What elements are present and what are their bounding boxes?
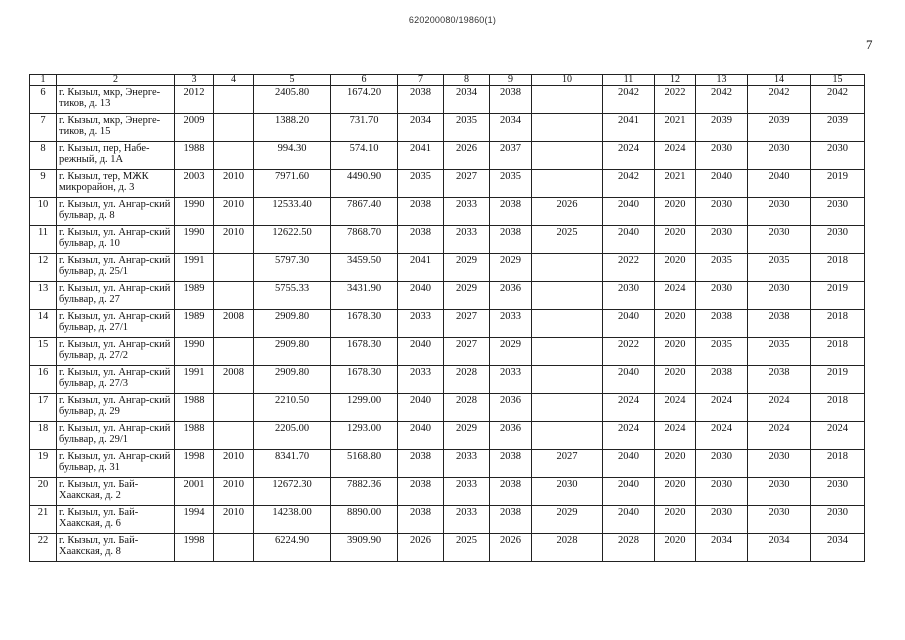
table-cell: 2037: [490, 142, 532, 170]
table-row: [30, 86, 865, 114]
table-cell: 2027: [532, 450, 603, 478]
table-cell: 2010: [214, 450, 254, 478]
table-row: [30, 478, 865, 506]
table-cell: 2040: [696, 170, 748, 198]
table-cell: 2035: [490, 170, 532, 198]
table-cell: 2030: [603, 282, 655, 310]
document-id: 620200080/19860(1): [408, 15, 497, 25]
table-cell: 2024: [603, 394, 655, 422]
table-row: [30, 394, 865, 422]
row-number-cell: 9: [30, 170, 57, 198]
table-cell: 2035: [748, 338, 811, 366]
address-cell: г. Кызыл, ул. Ангар-ский бульвар, д. 10: [57, 226, 175, 254]
table-cell: 2024: [748, 394, 811, 422]
table-cell: 2001: [175, 478, 214, 506]
table-cell: [214, 254, 254, 282]
table-cell: 1990: [175, 226, 214, 254]
table-cell: 2038: [398, 478, 444, 506]
table-cell: 1991: [175, 366, 214, 394]
table-cell: [214, 422, 254, 450]
table-row: [30, 254, 865, 282]
address-cell: г. Кызыл, ул. Ангар-ский бульвар, д. 27/1: [57, 310, 175, 338]
column-number-8: 8: [444, 75, 490, 86]
table-cell: 6224.90: [254, 534, 331, 562]
table-cell: [532, 394, 603, 422]
table-cell: 2030: [696, 198, 748, 226]
column-number-7: 7: [398, 75, 444, 86]
table-body: [30, 75, 865, 562]
table-cell: 2024: [811, 422, 865, 450]
table-cell: [214, 282, 254, 310]
address-cell: г. Кызыл, ул. Бай-Хаакская, д. 2: [57, 478, 175, 506]
table-cell: 2018: [811, 338, 865, 366]
table-cell: 2024: [655, 142, 696, 170]
table-cell: 1989: [175, 310, 214, 338]
table-cell: 2038: [748, 366, 811, 394]
row-number-cell: 17: [30, 394, 57, 422]
column-number-5: 5: [254, 75, 331, 86]
table-row: [30, 282, 865, 310]
table-cell: 2038: [398, 450, 444, 478]
table-cell: 2042: [748, 86, 811, 114]
column-number-13: 13: [696, 75, 748, 86]
table-cell: 2040: [603, 226, 655, 254]
table-cell: 2029: [490, 254, 532, 282]
table-cell: [214, 114, 254, 142]
table-row: [30, 506, 865, 534]
column-number-6: 6: [331, 75, 398, 86]
table-cell: 2034: [398, 114, 444, 142]
table-cell: 2010: [214, 478, 254, 506]
table-cell: 2040: [398, 282, 444, 310]
table-cell: [532, 338, 603, 366]
table-cell: 2024: [696, 394, 748, 422]
table-cell: 1293.00: [331, 422, 398, 450]
table-cell: 1299.00: [331, 394, 398, 422]
table-cell: 2020: [655, 534, 696, 562]
table-cell: 2030: [811, 198, 865, 226]
table-cell: 2038: [696, 310, 748, 338]
table-cell: 2909.80: [254, 338, 331, 366]
table-cell: 2030: [748, 506, 811, 534]
table-cell: 2042: [811, 86, 865, 114]
table-cell: 2036: [490, 394, 532, 422]
table-cell: 1988: [175, 394, 214, 422]
table-cell: [214, 394, 254, 422]
table-cell: 2026: [490, 534, 532, 562]
address-cell: г. Кызыл, пер, Набе-режный, д. 1А: [57, 142, 175, 170]
table-cell: 2020: [655, 450, 696, 478]
table-cell: 2018: [811, 450, 865, 478]
table-row: [30, 422, 865, 450]
table-cell: 2018: [811, 394, 865, 422]
table-cell: 2038: [490, 86, 532, 114]
table-cell: 2030: [811, 506, 865, 534]
table-cell: 2038: [490, 198, 532, 226]
table-cell: 2010: [214, 170, 254, 198]
row-number-cell: 21: [30, 506, 57, 534]
table-cell: 2020: [655, 226, 696, 254]
table-row: [30, 142, 865, 170]
table-cell: 7971.60: [254, 170, 331, 198]
table-cell: [214, 338, 254, 366]
table-cell: 2042: [603, 86, 655, 114]
table-cell: 2034: [490, 114, 532, 142]
table-cell: 2038: [490, 226, 532, 254]
table-cell: 2029: [444, 254, 490, 282]
housing-register-table: [29, 74, 865, 562]
table-cell: 2030: [748, 450, 811, 478]
address-cell: г. Кызыл, мкр, Энерге-тиков, д. 13: [57, 86, 175, 114]
address-cell: г. Кызыл, ул. Ангар-ский бульвар, д. 27/2: [57, 338, 175, 366]
table-cell: 2010: [214, 506, 254, 534]
table-cell: [532, 366, 603, 394]
table-cell: [532, 282, 603, 310]
table-cell: 2020: [655, 254, 696, 282]
table-cell: 574.10: [331, 142, 398, 170]
table-cell: [532, 422, 603, 450]
row-number-cell: 16: [30, 366, 57, 394]
table-cell: 1674.20: [331, 86, 398, 114]
table-cell: 2029: [490, 338, 532, 366]
table-cell: 731.70: [331, 114, 398, 142]
table-cell: 2025: [532, 226, 603, 254]
table-cell: 2033: [398, 310, 444, 338]
table-cell: 2041: [603, 114, 655, 142]
row-number-cell: 8: [30, 142, 57, 170]
table-cell: 2030: [696, 142, 748, 170]
table-cell: 2010: [214, 226, 254, 254]
row-number-cell: 11: [30, 226, 57, 254]
table-cell: 2029: [444, 422, 490, 450]
table-cell: 5168.80: [331, 450, 398, 478]
table-cell: 1678.30: [331, 338, 398, 366]
table-cell: 2008: [214, 310, 254, 338]
row-number-cell: 19: [30, 450, 57, 478]
table-cell: 1388.20: [254, 114, 331, 142]
address-cell: г. Кызыл, ул. Ангар-ский бульвар, д. 27/3: [57, 366, 175, 394]
table-row: [30, 198, 865, 226]
table-cell: 2024: [655, 422, 696, 450]
table-cell: 2033: [444, 226, 490, 254]
table-cell: 2020: [655, 366, 696, 394]
table-cell: 2024: [655, 394, 696, 422]
table-cell: 1988: [175, 422, 214, 450]
table-cell: 1998: [175, 534, 214, 562]
table-cell: 2040: [603, 478, 655, 506]
table-cell: 2038: [696, 366, 748, 394]
row-number-cell: 10: [30, 198, 57, 226]
table-cell: 2022: [603, 254, 655, 282]
table-cell: 2020: [655, 478, 696, 506]
table-cell: 2009: [175, 114, 214, 142]
table-cell: 2035: [696, 338, 748, 366]
table-cell: 2022: [603, 338, 655, 366]
table-cell: 2039: [696, 114, 748, 142]
table-row: [30, 114, 865, 142]
column-number-9: 9: [490, 75, 532, 86]
table-cell: 2034: [444, 86, 490, 114]
table-cell: 2026: [532, 198, 603, 226]
row-number-cell: 15: [30, 338, 57, 366]
table-cell: 2405.80: [254, 86, 331, 114]
table-cell: 2033: [444, 506, 490, 534]
table-cell: 2030: [696, 450, 748, 478]
table-cell: 2027: [444, 338, 490, 366]
table-row: [30, 226, 865, 254]
table-cell: 2038: [748, 310, 811, 338]
table-cell: 2030: [696, 478, 748, 506]
column-number-1: 1: [30, 75, 57, 86]
table-cell: 2020: [655, 310, 696, 338]
address-cell: г. Кызыл, ул. Бай-Хаакская, д. 6: [57, 506, 175, 534]
table-cell: 2026: [398, 534, 444, 562]
row-number-cell: 7: [30, 114, 57, 142]
table-cell: 2038: [490, 450, 532, 478]
table-cell: 2030: [748, 478, 811, 506]
table-cell: 2027: [444, 170, 490, 198]
table-cell: 1678.30: [331, 366, 398, 394]
row-number-cell: 18: [30, 422, 57, 450]
table-cell: 2030: [748, 198, 811, 226]
table-cell: 2028: [444, 394, 490, 422]
table-cell: 2036: [490, 282, 532, 310]
table-cell: [532, 142, 603, 170]
table-cell: 2030: [748, 142, 811, 170]
table-cell: 2024: [696, 422, 748, 450]
table-cell: 2030: [696, 226, 748, 254]
table-cell: 1991: [175, 254, 214, 282]
table-cell: 2040: [748, 170, 811, 198]
table-cell: 2909.80: [254, 366, 331, 394]
table-cell: 2042: [603, 170, 655, 198]
table-cell: 2041: [398, 254, 444, 282]
table-cell: [214, 534, 254, 562]
table-cell: [532, 254, 603, 282]
table-cell: 2034: [696, 534, 748, 562]
column-number-10: 10: [532, 75, 603, 86]
column-number-3: 3: [175, 75, 214, 86]
table-cell: 2040: [398, 338, 444, 366]
column-number-row: [30, 75, 865, 86]
table-cell: 5797.30: [254, 254, 331, 282]
table-cell: 2020: [655, 198, 696, 226]
table-cell: 2036: [490, 422, 532, 450]
table-cell: 1990: [175, 198, 214, 226]
table-cell: 994.30: [254, 142, 331, 170]
table-cell: 2034: [811, 534, 865, 562]
table-cell: 2030: [532, 478, 603, 506]
table-cell: 2024: [603, 422, 655, 450]
table-cell: 1990: [175, 338, 214, 366]
table-cell: 2033: [444, 198, 490, 226]
table-cell: 1988: [175, 142, 214, 170]
table-cell: 2210.50: [254, 394, 331, 422]
table-cell: 2038: [398, 198, 444, 226]
table-cell: [532, 86, 603, 114]
table-cell: 2012: [175, 86, 214, 114]
table-cell: 2040: [603, 198, 655, 226]
row-number-cell: 13: [30, 282, 57, 310]
table-cell: 2019: [811, 366, 865, 394]
table-cell: 2008: [214, 366, 254, 394]
address-cell: г. Кызыл, ул. Бай-Хаакская, д. 8: [57, 534, 175, 562]
table-cell: [532, 310, 603, 338]
table-row: [30, 170, 865, 198]
table-cell: 2038: [398, 226, 444, 254]
table-cell: [532, 170, 603, 198]
address-cell: г. Кызыл, тер, МЖК микрорайон, д. 3: [57, 170, 175, 198]
column-number-12: 12: [655, 75, 696, 86]
table-cell: 2033: [490, 310, 532, 338]
row-number-cell: 12: [30, 254, 57, 282]
table-cell: 2026: [444, 142, 490, 170]
table-cell: 2035: [444, 114, 490, 142]
table-cell: 2205.00: [254, 422, 331, 450]
table-cell: [214, 86, 254, 114]
column-number-11: 11: [603, 75, 655, 86]
table-cell: 2028: [532, 534, 603, 562]
table-row: [30, 338, 865, 366]
table-cell: 2909.80: [254, 310, 331, 338]
table-cell: 2030: [811, 226, 865, 254]
table-cell: 2021: [655, 114, 696, 142]
row-number-cell: 14: [30, 310, 57, 338]
table-cell: 2038: [398, 86, 444, 114]
table-cell: 2030: [811, 478, 865, 506]
table-row: [30, 534, 865, 562]
table-cell: 2019: [811, 170, 865, 198]
table-cell: 2038: [490, 478, 532, 506]
table-cell: 2030: [696, 282, 748, 310]
table-cell: 2022: [655, 86, 696, 114]
table-cell: 2029: [444, 282, 490, 310]
table-cell: 3431.90: [331, 282, 398, 310]
table-cell: 12533.40: [254, 198, 331, 226]
table-cell: 2028: [444, 366, 490, 394]
table-cell: 5755.33: [254, 282, 331, 310]
table-cell: 1678.30: [331, 310, 398, 338]
table-cell: 2040: [603, 506, 655, 534]
table-cell: 4490.90: [331, 170, 398, 198]
table-cell: 2019: [811, 282, 865, 310]
table-cell: 2030: [811, 142, 865, 170]
table-cell: 2040: [603, 366, 655, 394]
column-number-14: 14: [748, 75, 811, 86]
table-cell: 8341.70: [254, 450, 331, 478]
table-cell: 2033: [398, 366, 444, 394]
table-cell: 1989: [175, 282, 214, 310]
table-cell: 2024: [748, 422, 811, 450]
table-cell: 7868.70: [331, 226, 398, 254]
table-cell: 2033: [444, 450, 490, 478]
table-cell: 2040: [398, 422, 444, 450]
table-cell: 2025: [444, 534, 490, 562]
table-cell: 3459.50: [331, 254, 398, 282]
page-number: 7: [866, 37, 873, 52]
column-number-15: 15: [811, 75, 865, 86]
table-cell: 2040: [603, 450, 655, 478]
table-cell: 12622.50: [254, 226, 331, 254]
table-cell: 2035: [748, 254, 811, 282]
table-cell: 1994: [175, 506, 214, 534]
address-cell: г. Кызыл, ул. Ангар-ский бульвар, д. 31: [57, 450, 175, 478]
address-cell: г. Кызыл, ул. Ангар-ский бульвар, д. 29: [57, 394, 175, 422]
table-cell: 2035: [398, 170, 444, 198]
table-cell: 2038: [398, 506, 444, 534]
table-cell: 2039: [811, 114, 865, 142]
table-cell: 2028: [603, 534, 655, 562]
table-row: [30, 310, 865, 338]
table-cell: 2020: [655, 506, 696, 534]
table-cell: 2024: [655, 282, 696, 310]
table-cell: [532, 114, 603, 142]
table-row: [30, 450, 865, 478]
row-number-cell: 20: [30, 478, 57, 506]
row-number-cell: 22: [30, 534, 57, 562]
address-cell: г. Кызыл, ул. Ангар-ский бульвар, д. 29/1: [57, 422, 175, 450]
table-cell: [214, 142, 254, 170]
table-cell: 12672.30: [254, 478, 331, 506]
address-cell: г. Кызыл, ул. Ангар-ский бульвар, д. 25/1: [57, 254, 175, 282]
table-cell: 7867.40: [331, 198, 398, 226]
table-cell: 2018: [811, 310, 865, 338]
table-cell: 2030: [748, 282, 811, 310]
table-cell: 14238.00: [254, 506, 331, 534]
table-cell: 1998: [175, 450, 214, 478]
table-cell: 2020: [655, 338, 696, 366]
table-cell: 7882.36: [331, 478, 398, 506]
table-cell: 2040: [603, 310, 655, 338]
table-cell: 2021: [655, 170, 696, 198]
table-cell: 2040: [398, 394, 444, 422]
table-cell: 2033: [490, 366, 532, 394]
table-cell: 8890.00: [331, 506, 398, 534]
address-cell: г. Кызыл, мкр, Энерге-тиков, д. 15: [57, 114, 175, 142]
address-cell: г. Кызыл, ул. Ангар-ский бульвар, д. 27: [57, 282, 175, 310]
table-cell: 2035: [696, 254, 748, 282]
row-number-cell: 6: [30, 86, 57, 114]
table-cell: 2027: [444, 310, 490, 338]
table-cell: 2039: [748, 114, 811, 142]
address-cell: г. Кызыл, ул. Ангар-ский бульвар, д. 8: [57, 198, 175, 226]
table-cell: 2029: [532, 506, 603, 534]
table-cell: 2010: [214, 198, 254, 226]
column-number-4: 4: [214, 75, 254, 86]
table-cell: 2030: [748, 226, 811, 254]
table-cell: 2030: [696, 506, 748, 534]
column-number-2: 2: [57, 75, 175, 86]
table-row: [30, 366, 865, 394]
table-cell: 3909.90: [331, 534, 398, 562]
table-cell: 2041: [398, 142, 444, 170]
table-cell: 2038: [490, 506, 532, 534]
table-cell: 2018: [811, 254, 865, 282]
table-cell: 2003: [175, 170, 214, 198]
table-cell: 2042: [696, 86, 748, 114]
table-cell: 2024: [603, 142, 655, 170]
table-cell: 2033: [444, 478, 490, 506]
table-cell: 2034: [748, 534, 811, 562]
